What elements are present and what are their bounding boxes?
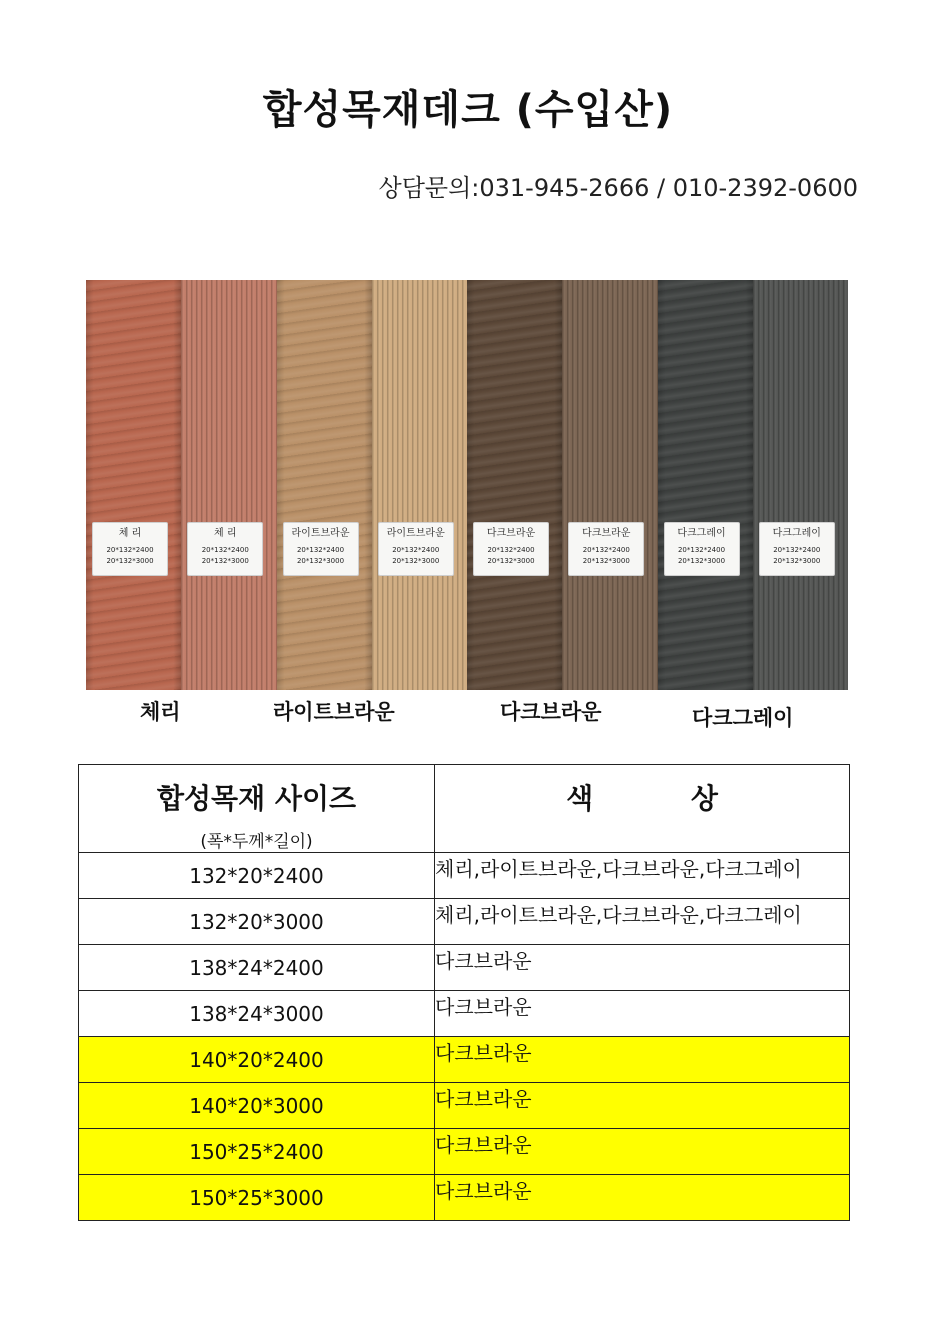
board-tag-size: 20*132*3000: [487, 557, 535, 565]
table-row: [79, 1037, 850, 1083]
table-row: [79, 899, 850, 945]
board-tag-name: 체 리: [214, 528, 237, 539]
board-tag-size: 20*132*3000: [201, 557, 249, 565]
board-tag: [568, 522, 644, 576]
size-cell: 132*20*3000: [79, 899, 435, 945]
colors-cell: 다크브라운: [435, 1175, 850, 1221]
size-color-table: [78, 764, 850, 1221]
size-cell: 138*24*2400: [79, 945, 435, 991]
header-color-cell: [435, 765, 850, 853]
table-header-row: [79, 765, 850, 853]
colors-cell: 체리,라이트브라운,다크브라운,다크그레이: [435, 853, 850, 899]
board-tag-size: 20*132*3000: [296, 557, 345, 565]
header-size-cell: [79, 765, 435, 853]
color-label-dark-gray: 다크그레이: [692, 706, 794, 730]
board-tag-size: 20*132*2400: [296, 546, 345, 554]
board-tag-size: 20*132*2400: [582, 546, 630, 554]
board-sample: [658, 280, 753, 690]
board-tag-size: 20*132*3000: [773, 557, 821, 565]
header-size-sublabel: (폭*두께*길이): [200, 832, 313, 852]
size-cell: 140*20*2400: [79, 1037, 435, 1083]
board-sample: [562, 280, 657, 690]
table-row: [79, 853, 850, 899]
table-row: [79, 991, 850, 1037]
deck-sample-photo: [86, 280, 848, 690]
board-tag-size: 20*132*2400: [201, 546, 249, 554]
colors-cell: 다크브라운: [435, 1037, 850, 1083]
board-tag-size: 20*132*2400: [487, 546, 535, 554]
table-row: [79, 1175, 850, 1221]
color-label-dark-brown: 다크브라운: [500, 700, 602, 724]
board-sample: [753, 280, 848, 690]
board-tag-size: 20*132*3000: [677, 557, 726, 565]
board-sample: [181, 280, 276, 690]
header-color-label: 색 상: [566, 782, 762, 815]
board-tag: [187, 522, 263, 576]
size-cell: 150*25*2400: [79, 1129, 435, 1175]
board-sample: [86, 280, 181, 690]
board-tag-name: 다크그레이: [677, 528, 726, 539]
board-tag: [664, 522, 740, 576]
board-sample: [467, 280, 562, 690]
board-tag: [473, 522, 549, 576]
board-tag-size: 20*132*3000: [582, 557, 630, 565]
colors-cell: 다크브라운: [435, 1129, 850, 1175]
colors-cell: 체리,라이트브라운,다크브라운,다크그레이: [435, 899, 850, 945]
board-tag-size: 20*132*2400: [773, 546, 821, 554]
size-cell: 132*20*2400: [79, 853, 435, 899]
color-label-cherry: 체리: [140, 700, 181, 724]
colors-cell: 다크브라운: [435, 1083, 850, 1129]
board-tag-size: 20*132*3000: [106, 557, 154, 565]
contact-info: 상담문의:031-945-2666 / 010-2392-0600: [378, 174, 858, 202]
size-cell: 138*24*3000: [79, 991, 435, 1037]
table-row: [79, 1083, 850, 1129]
board-tag-size: 20*132*3000: [392, 557, 440, 565]
board-tag: [283, 522, 359, 576]
board-sample: [277, 280, 372, 690]
table-row: [79, 945, 850, 991]
board-sample: [372, 280, 467, 690]
board-tag: [92, 522, 168, 576]
board-tag: [759, 522, 835, 576]
board-tag-name: 다크그레이: [772, 528, 821, 539]
page-title: 합성목재데크 (수입산): [262, 87, 674, 133]
board-tag-name: 라이트브라운: [386, 528, 445, 539]
size-cell: 150*25*3000: [79, 1175, 435, 1221]
board-tag-name: 다크브라운: [582, 528, 631, 539]
board-tag-name: 다크브라운: [486, 528, 536, 539]
board-tag-size: 20*132*2400: [677, 546, 726, 554]
board-tag-size: 20*132*2400: [106, 546, 154, 554]
color-label-light-brown: 라이트브라운: [273, 700, 395, 724]
colors-cell: 다크브라운: [435, 991, 850, 1037]
size-cell: 140*20*3000: [79, 1083, 435, 1129]
colors-cell: 다크브라운: [435, 945, 850, 991]
board-tag-size: 20*132*2400: [392, 546, 440, 554]
header-size-label: 합성목재 사이즈: [156, 782, 357, 815]
table-row: [79, 1129, 850, 1175]
board-tag: [378, 522, 454, 576]
board-tag-name: 라이트브라운: [291, 528, 350, 539]
board-tag-name: 체 리: [118, 528, 142, 539]
